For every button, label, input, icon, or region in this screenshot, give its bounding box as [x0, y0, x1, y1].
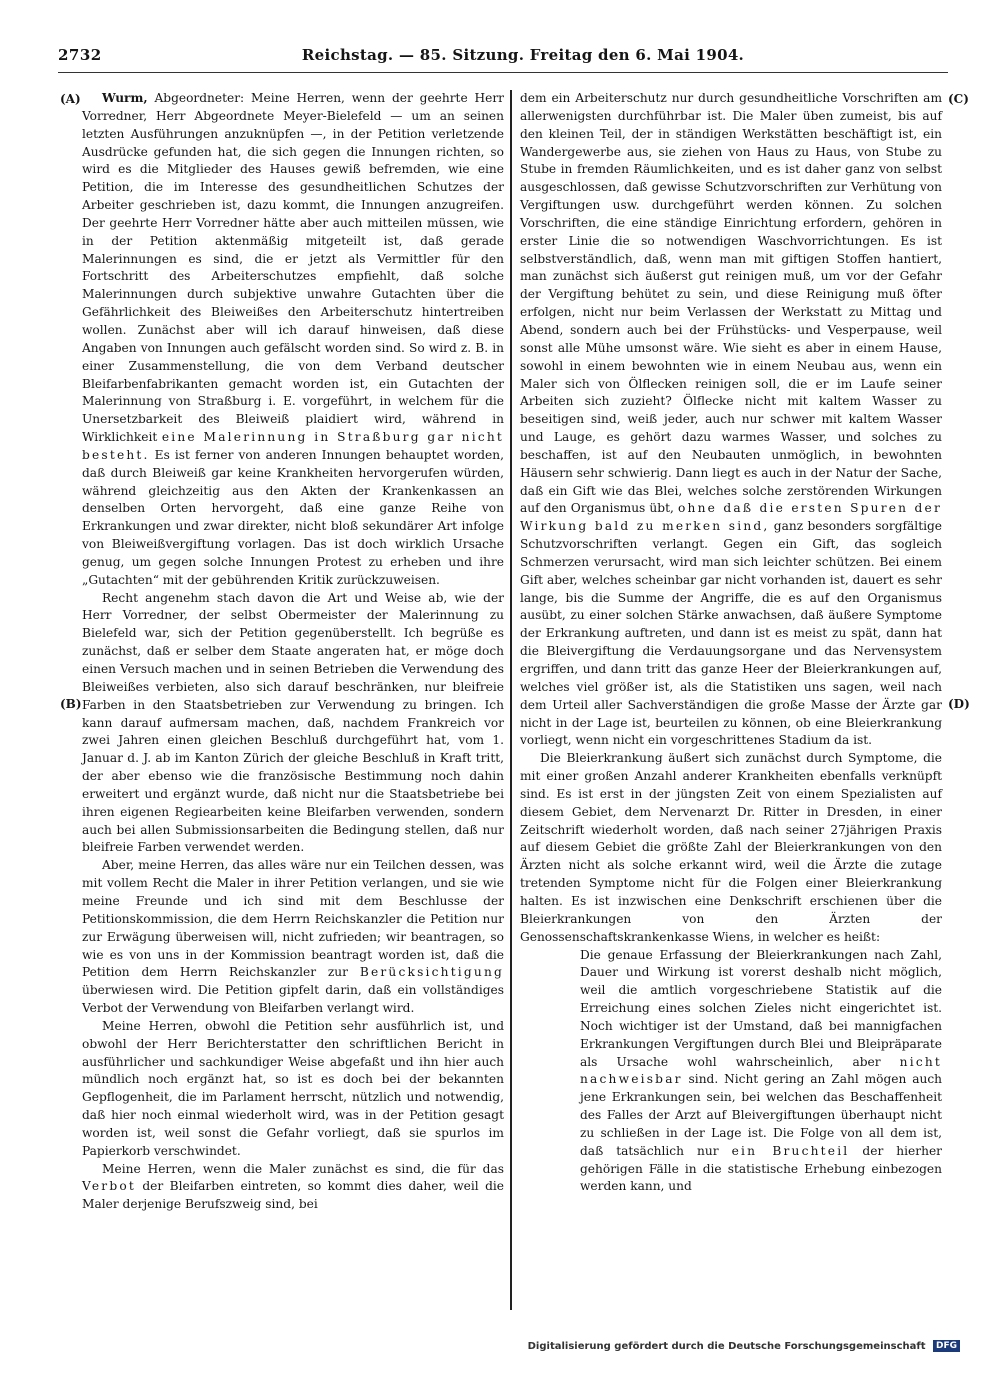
quote-text: Die genaue Erfassung der Bleierkrankungen nach Zahl, Dauer und Wirkung ist vorerst deshalb nicht möglich, weil die amtlich vorgeschriebene Statistik auf die Erreichung eines solchen Zieles nicht eingerichtet ist. Noch wichtiger ist der Umstand, daß bei mannigfachen Erkrankungen Vergiftungen durch Blei und Bleipräparate als Ursache wohl wahrscheinlich, aber — [580, 947, 942, 1069]
paragraph-text: Aber, meine Herren, das alles wäre nur ein Teilchen dessen, was mit vollem Recht die Maler in ihrer Petition verlangen, und sie wie meine Freunde und ich sind mit dem Beschlusse der Petitionskommission, die dem Herrn Reichskanzler die Petition nur zur Erwägung überweisen will, nicht zufrieden; wir beantragen, so wie es von uns in der Kommission beantragt worden ist, daß die Petition dem Herrn Reichskanzler zur — [82, 858, 504, 980]
header-rule — [58, 72, 948, 73]
footer-credit — [528, 1340, 960, 1352]
left-column — [82, 90, 504, 1214]
paragraph — [82, 1161, 504, 1215]
paragraph-text: der Bleifarben eintreten, so kommt dies daher, weil die Maler derjenige Berufszweig sind, bei — [82, 1179, 504, 1212]
margin-marker-a: (A) — [60, 92, 81, 106]
right-column — [520, 90, 942, 1196]
column-divider — [510, 90, 512, 1310]
quote-text: der hierher gehörigen Fälle in die statistische Erhebung einbezogen werden kann, und — [580, 1143, 942, 1194]
paragraph: Meine Herren, obwohl die Petition sehr ausführlich ist, und obwohl der Herr Berichterstatter den schriftlichen Bericht in ausführlicher und sachkundiger Weise abgefaßt und ihn hier auch mündlich noch ergänzt hat, so ist es doch bei der bekannten Gepflogenheit, die im Parlament herrscht, nützlich und notwendig, daß hier noch einmal wiederholt wird, was in der Petition gesagt worden ist, weil sonst die Gefahr vorliegt, daß sie spurlos im Papierkorb verschwindet. — [82, 1018, 504, 1158]
emphasized-text: Verbot — [82, 1179, 136, 1194]
paragraph: Die Bleierkrankung äußert sich zunächst durch Symptome, die mit einer großen Anzahl anderer Krankheiten ebenfalls verknüpft sind. Es ist erst in der jüngsten Zeit von einem Spezialisten auf diesem Gebiet, dem Nervenarzt Dr. Ritter in Dresden, in einer Zeitschrift wiederholt worden, daß nach seiner 27jährigen Praxis auf diesem Gebiet die größte Zahl der Bleierkrankungen von den Ärzten nicht als solche erkannt wird, weil die Ärzte die zutage tretenden Symptome nicht für die Folgen einer Bleierkrankung halten. Es ist inzwischen eine Denkschrift erschienen über die Bleierkrankungen von den Ärzten der Genossenschaftskrankenkasse Wiens, in welcher es heißt: — [520, 751, 942, 944]
page-header — [58, 46, 948, 68]
emphasized-text: ohne daß die ersten Spuren der Wirkung bald zu merken sind, — [520, 501, 942, 534]
quote-text: sind. Nicht gering an Zahl mögen auch jene Erkrankungen sein, bei welchen das Beschaffenheit des Falles der Arzt auf Bleivergiftungen überhaupt nicht zu schließen in der Lage ist. Die Folge von all dem ist, daß tatsächlich nur — [580, 1072, 942, 1158]
margin-marker-b: (B) — [60, 697, 82, 711]
paragraph-text: ganz besonders sorgfältige Schutzvorschriften verlangt. Gegen ein Gift, das sogleich Schmerzen verursacht, wird man sich leichter schützen. Bei einem Gift aber, welches scheinbar gar nicht vorhanden ist, dauert es sehr lange, bis die Summe der Angriffe, die es auf den Organismus ausübt, zu einer solchen Stärke anwachsen, daß äußere Symptome der Erkrankung auftreten, und dann ist es meist zu spät, dann hat die Bleivergiftung die Verdauungsorgane und das Nervensystem ergriffen, und dann tritt das ganze Heer der Bleierkrankungen auf, welches viel größer ist, als die Statistiken uns sagen, weil nach dem Urteil aller Sachverständigen die große Masse der Ärzte gar nicht in der Lage ist, beurteilen zu können, ob eine Bleierkrankung vorliegt, wenn nicht ein vorgeschrittenes Stadium da ist. — [520, 519, 942, 748]
paragraph-text: dem ein Arbeiterschutz nur durch gesundheitliche Vorschriften am allerwenigsten durchführbar ist. Die Maler üben zumeist, bis auf den kleinen Teil, der in ständigen Werkstätten beschäftigt ist, ein Wandergewerbe aus, sie ziehen von Haus zu Haus, von Stube zu Stube in fremden Räumlichkeiten, und es ist daher ganz von selbst ausgeschlossen, daß gewisse Schutzvorschriften zur Verhütung von Vergiftungen usw. durchgeführt werden können. Zu solchen Vorschriften, die eine ständige Einrichtung erfordern, gehören in erster Linie die so notwendigen Waschvorrichtungen. Es ist selbstverständlich, daß, wenn man mit giftigen Stoffen hantiert, man zunächst sich äußerst gut reinigen muß, um vor der Gefahr der Vergiftung behütet zu sein, und diese Reinigung muß öfter erfolgen, nicht nur beim Verlassen der Werkstatt zu Mittag und Abend, sondern auch bei der Frühstücks- und Vesperpause, weil sonst alle Mühe umsonst wäre. Wie sieht es aber in einem Hause, sowohl in einem bewohnten wie in einem Neubau aus, wenn ein Maler sich von Ölflecken reinigen soll, die er im Laufe seiner Arbeiten sich zuzieht? Ölflecke nicht mit kaltem Wasser zu beseitigen sind, weiß jeder, auch nur schwer mit kaltem Wasser und Lauge, es gehört dazu warmes Wasser, und solches zu beschaffen, ist auf den Neubauten unmöglich, in bewohnten Häusern sehr schwierig. Dann liegt es auch in der Natur der Sache, daß ein Gift wie das Blei, welches solche zerstörenden Wirkungen auf den Organismus übt, — [520, 91, 942, 516]
paragraph — [82, 857, 504, 1018]
paragraph-text: Es ist ferner von anderen Innungen behauptet worden, daß durch Bleiweiß gar keine Krankheiten hervorgerufen würden, während gleichzeitig aus den Akten der Krankenkassen an denselben Orten hervorgeht, daß eine ganze Reihe von Erkrankungen und zwar direkter, nicht bloß sekundärer Art infolge von Bleiweißvergiftung vorlagen. Das ist doch wirklich Ursache genug, um gegen solche Innungen Protest zu erheben und ihre „Gutachten“ mit der gebührenden Kritik zurückzuweisen. — [82, 447, 504, 587]
paragraph — [520, 90, 942, 750]
block-quote — [580, 947, 942, 1197]
emphasized-text: nicht nachweisbar — [580, 1054, 942, 1087]
dfg-logo: DFG — [933, 1340, 960, 1352]
emphasized-text: Berücksichtigung — [359, 965, 504, 980]
emphasized-text: ein Bruchteil — [731, 1143, 850, 1158]
paragraph: Recht angenehm stach davon die Art und Weise ab, wie der Herr Vorredner, der selbst Obermeister der Malerinnung zu Bielefeld war, sich der Petition gegenüberstellt. Ich begrüße es zunächst, daß er selber dem Staate angeraten hat, er möge doch einen Versuch machen und in seinen Betrieben die Verwendung des Bleiweißes verbieten, also sich darauf beschränken, nur bleifreie Farben in den Staatsbetrieben zur Verwendung zu bringen. Ich kann darauf aufmersam machen, daß, nachdem Frankreich vor zwei Jahren einen gleichen Beschluß durchgeführt hat, vom 1. Januar d. J. ab im Kanton Zürich der gleiche Beschluß in Kraft tritt, der aber ebenso wie die französische Bestimmung noch dahin erweitert und ergänzt wurde, daß nicht nur die Staatsbetriebe bei ihren eigenen Regiearbeiten keine Bleifarben verwenden, sondern auch bei allen Submissionsarbeiten die Bedingung stellen, daß nur bleifreie Farben verwendet werden. — [82, 590, 504, 855]
paragraph-text: überwiesen wird. Die Petition gipfelt darin, daß ein vollständiges Verbot der Verwendung von Bleifarben verlangt wird. — [82, 983, 504, 1016]
paragraph-text: Meine Herren, wenn die Maler zunächst es sind, die für das — [102, 1161, 504, 1176]
margin-marker-d: (D) — [948, 697, 970, 711]
margin-marker-c: (C) — [948, 92, 969, 106]
emphasized-text: eine Malerinnung in Straßburg gar nicht besteht. — [82, 430, 504, 462]
footer-text: Digitalisierung gefördert durch die Deutsche Forschungsgemeinschaft — [527, 1341, 926, 1352]
paragraph-text: Abgeordneter: Meine Herren, wenn der geehrte Herr Vorredner, Herr Abgeordnete Meyer-Bielefeld — um an seinen letzten Ausführungen anzuknüpfen —, in der Petition verletzende Ausdrücke gefunden hat, die sich gegen die Innungen richten, so wird es die Mitglieder des Hauses gewiß befremden, wie eine Petition, die im Interesse des gesundheitlichen Schutzes der Arbeiter geschrieben ist, dazu kommt, die Innungen anzugreifen. Der geehrte Herr Vorredner hätte aber auch mitteilen müssen, wie in der Petition aktenmäßig mitgeteilt ist, daß gerade Malerinnungen es sind, die er jetzt als Vermittler für den Fortschritt des Arbeiterschutzes empfiehlt, daß solche Malerinnungen durch subjektive unwahre Gutachten über die Gefährlichkeit des Bleiweißes den Arbeiterschutz hintertreiben wollen. Zunächst aber will ich darauf hinweisen, daß diese Angaben von Innungen auch gefälscht worden sind. So wird z. B. in einer Zusammenstellung, die von dem Verband deutscher Bleifarbenfabrikanten gemacht worden ist, ein Gutachten der Malerinnung von Straßburg i. E. vorgeführt, in welchem für die Unersetzbarkeit des Bleiweiß plaidiert wird, während in Wirklichkeit — [82, 91, 504, 445]
page-number: 2732 — [58, 46, 102, 64]
paragraph — [82, 90, 504, 590]
running-title: Reichstag. — 85. Sitzung. Freitag den 6. Mai 1904. — [301, 46, 745, 64]
speaker-name: Wurm, — [102, 91, 148, 105]
